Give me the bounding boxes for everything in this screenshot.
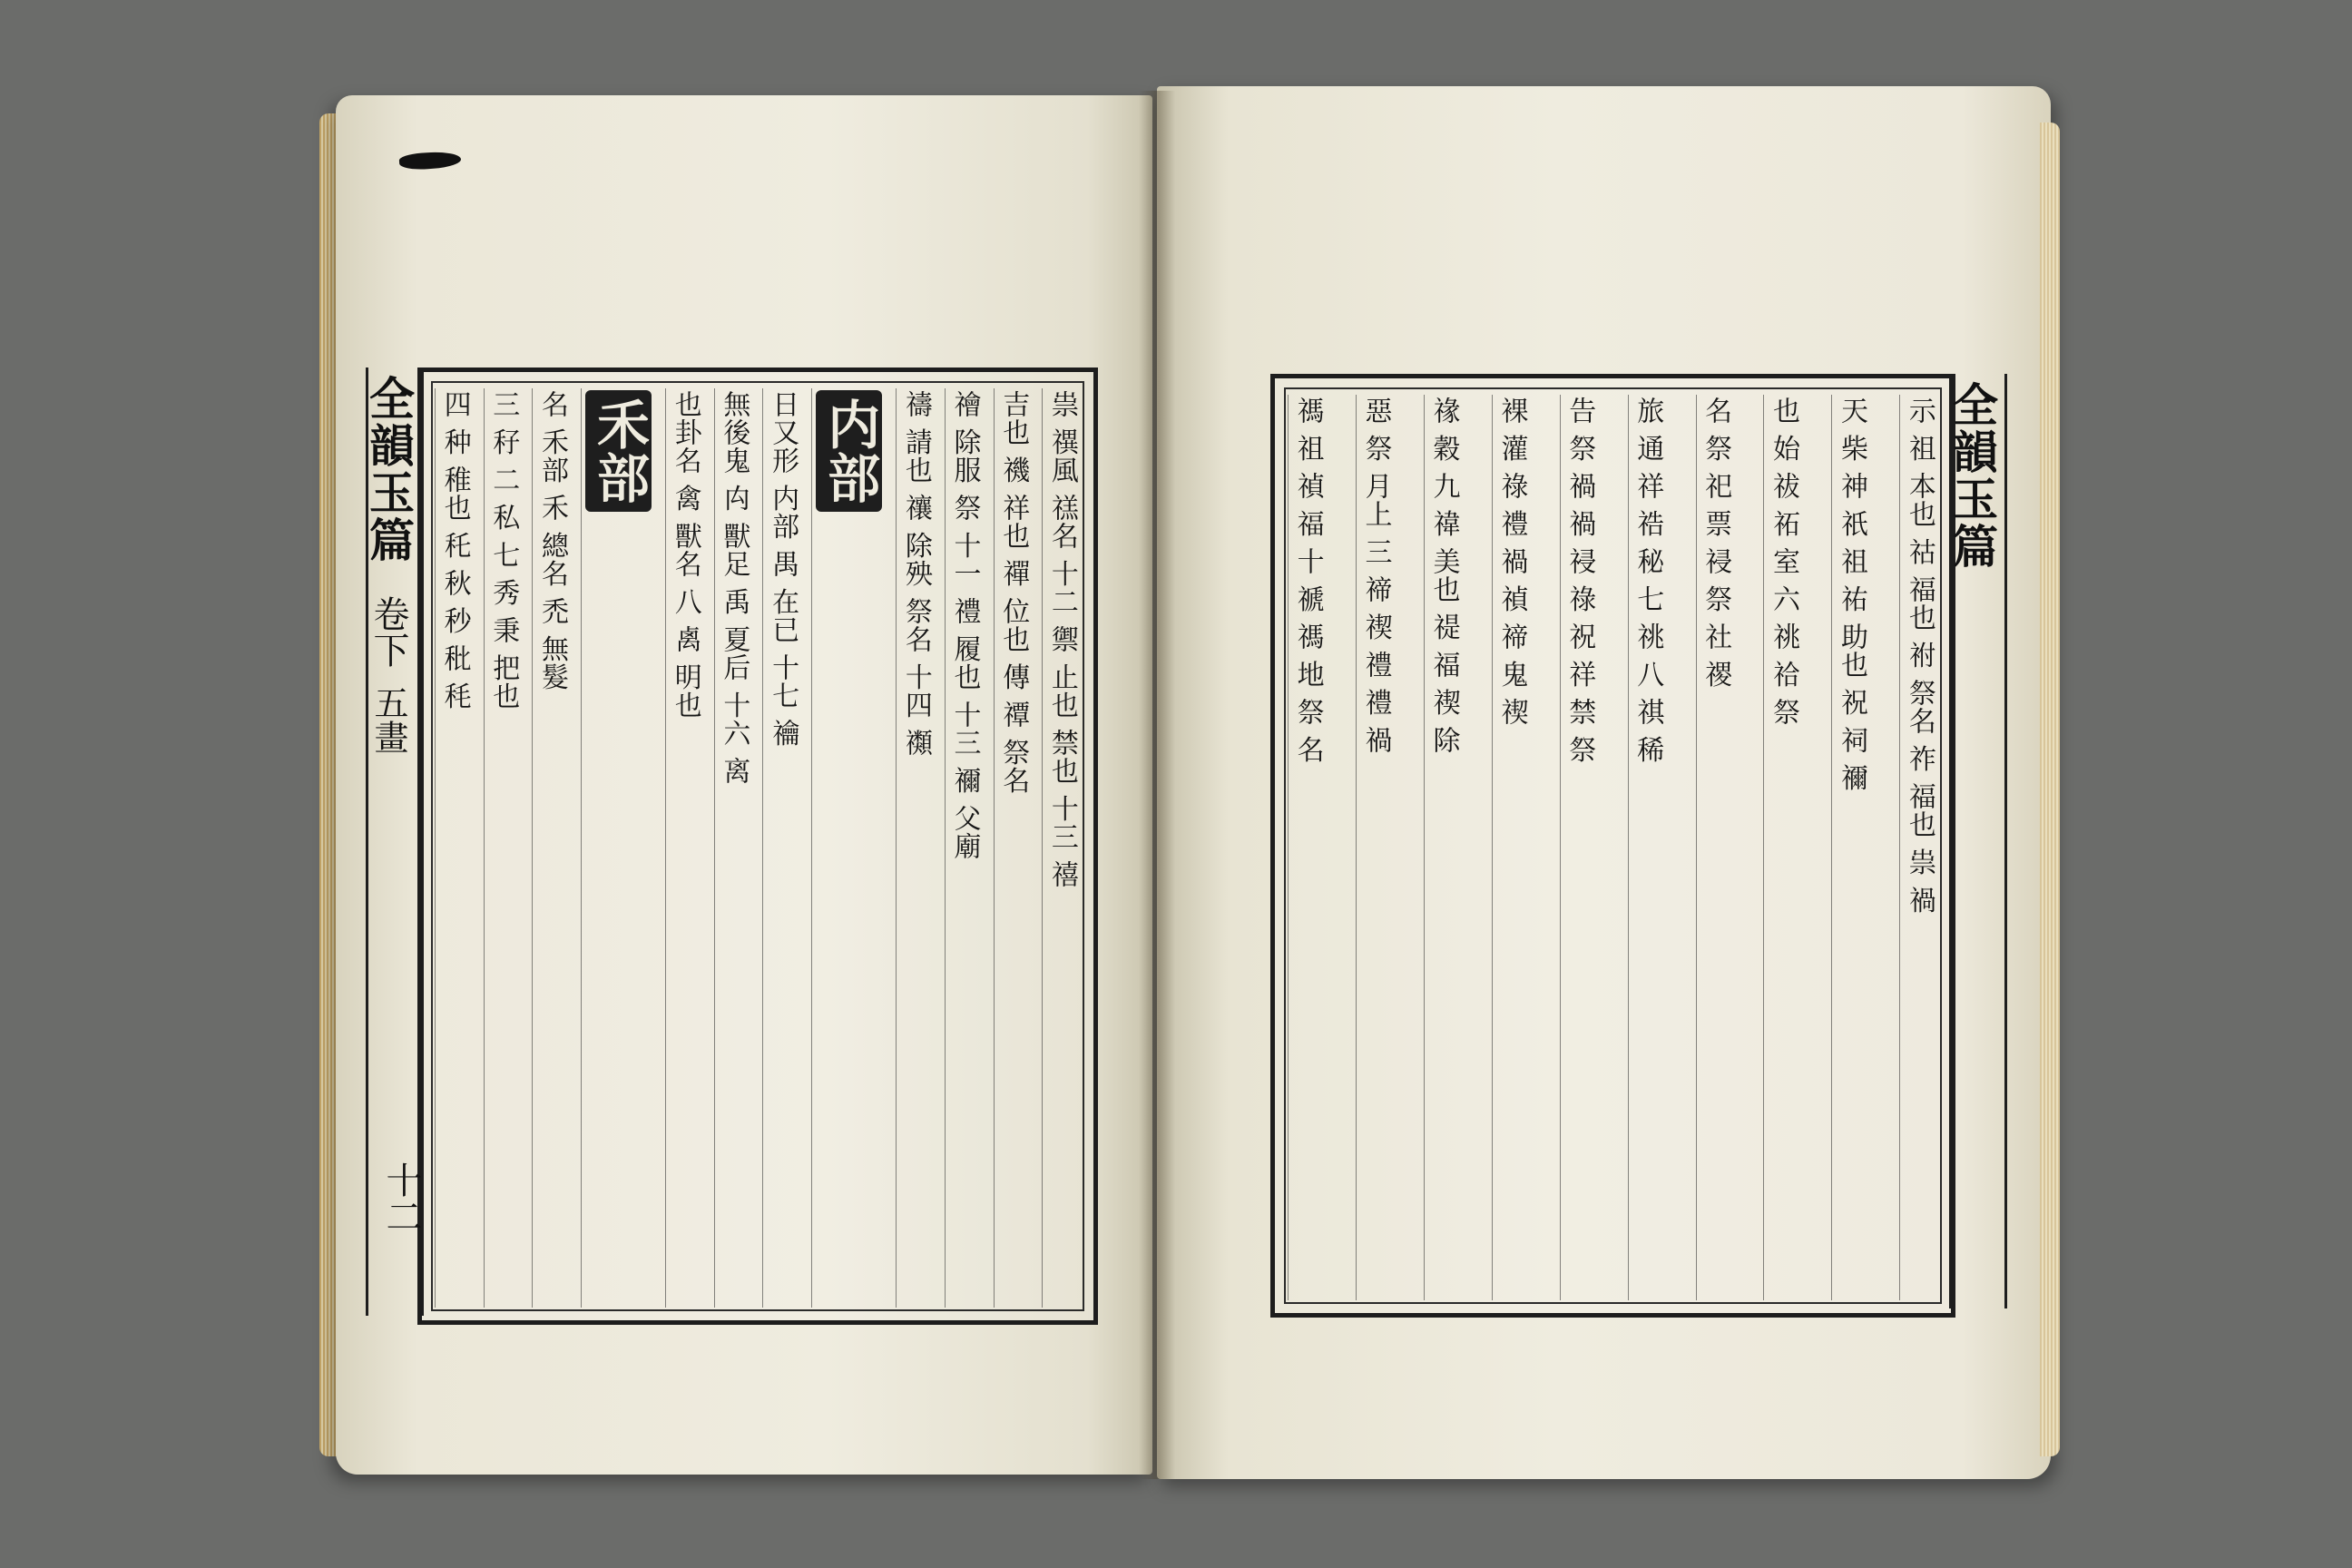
right-column: 禒 穀 九 禕 美也 禔 福 禊 除 [1424,395,1463,1300]
right-running-title: 全韻玉篇 [1945,381,1999,570]
right-columns [1288,395,1938,1297]
left-stroke-section: 五畫 [368,685,408,755]
left-column [811,388,886,1308]
right-column: 旅 通 祥 祰 秘 七 祧 八 祺 稀 [1628,395,1667,1300]
left-column: 禱 請也 禳 除殃 祭名 ⼗四 禷 [896,388,935,1308]
page-edges-right [2040,122,2060,1456]
right-column: 天 柴 神 祇 祖 祐 助也 祝 祠 禰 [1831,395,1870,1300]
left-column: 四 种 稚也 秅 秋 秒 秕 秏 [435,388,474,1308]
left-column [581,388,655,1308]
left-column: 吉也 禨 祥也 禪 位也 傳 禫 祭名 [994,388,1033,1308]
left-volume: 卷下 [368,595,409,669]
left-title-band [362,368,424,1316]
left-page-number: 十二 [380,1161,422,1234]
section-badge: 内部 [816,390,882,512]
book-gutter [1139,91,1175,1479]
left-text-frame [362,368,1098,1325]
right-title-band [1945,374,2007,1308]
left-column: 日又形 内部 禺 在已 ⼗七 禴 [762,388,801,1308]
left-columns [435,388,1081,1304]
right-text-frame [1270,374,1999,1318]
right-column: 裸 灌 祿 禮 禍 禎 禘 鬼 禊 [1492,395,1531,1300]
right-column: 名 祭 祀 票 祲 祭 社 禝 [1696,395,1735,1300]
left-running-title: 全韻玉篇 [362,375,416,564]
left-column: 名 禾部 禾 總名 禿 無髮 [532,388,571,1308]
left-column: 禬 除服 祭 ⼗一 禮 履也 ⼗三 禰 父廟 [945,388,984,1308]
left-column: 無後鬼 禸 獸足 禹 夏后 ⼗六 离 [714,388,753,1308]
section-badge: 禾部 [585,390,652,512]
right-column: 示 祖 本也 祜 福也 祔 祭名 祚 福也 祟 禍 [1899,395,1938,1300]
right-column: 告 祭 禍 禍 祲 祿 祝 祥 禁 祭 [1560,395,1599,1300]
right-column: 禡 祖 禎 福 十 禠 禡 地 祭 名 [1288,395,1327,1300]
left-column: 也卦名 禽 獸名 八 禼 明也 [665,388,704,1308]
right-column: 也 始 祓 祏 室 六 祧 祫 祭 [1763,395,1802,1300]
left-column: 祟 禩風 禚名 ⼗二 禦 止也 禁也 ⼗三 禧 [1042,388,1081,1308]
right-column: 惡 祭 月上 三 禘 禊 禮 禮 禍 [1356,395,1395,1300]
left-column: 三 秄 二 私 七 秀 秉 把也 [484,388,523,1308]
